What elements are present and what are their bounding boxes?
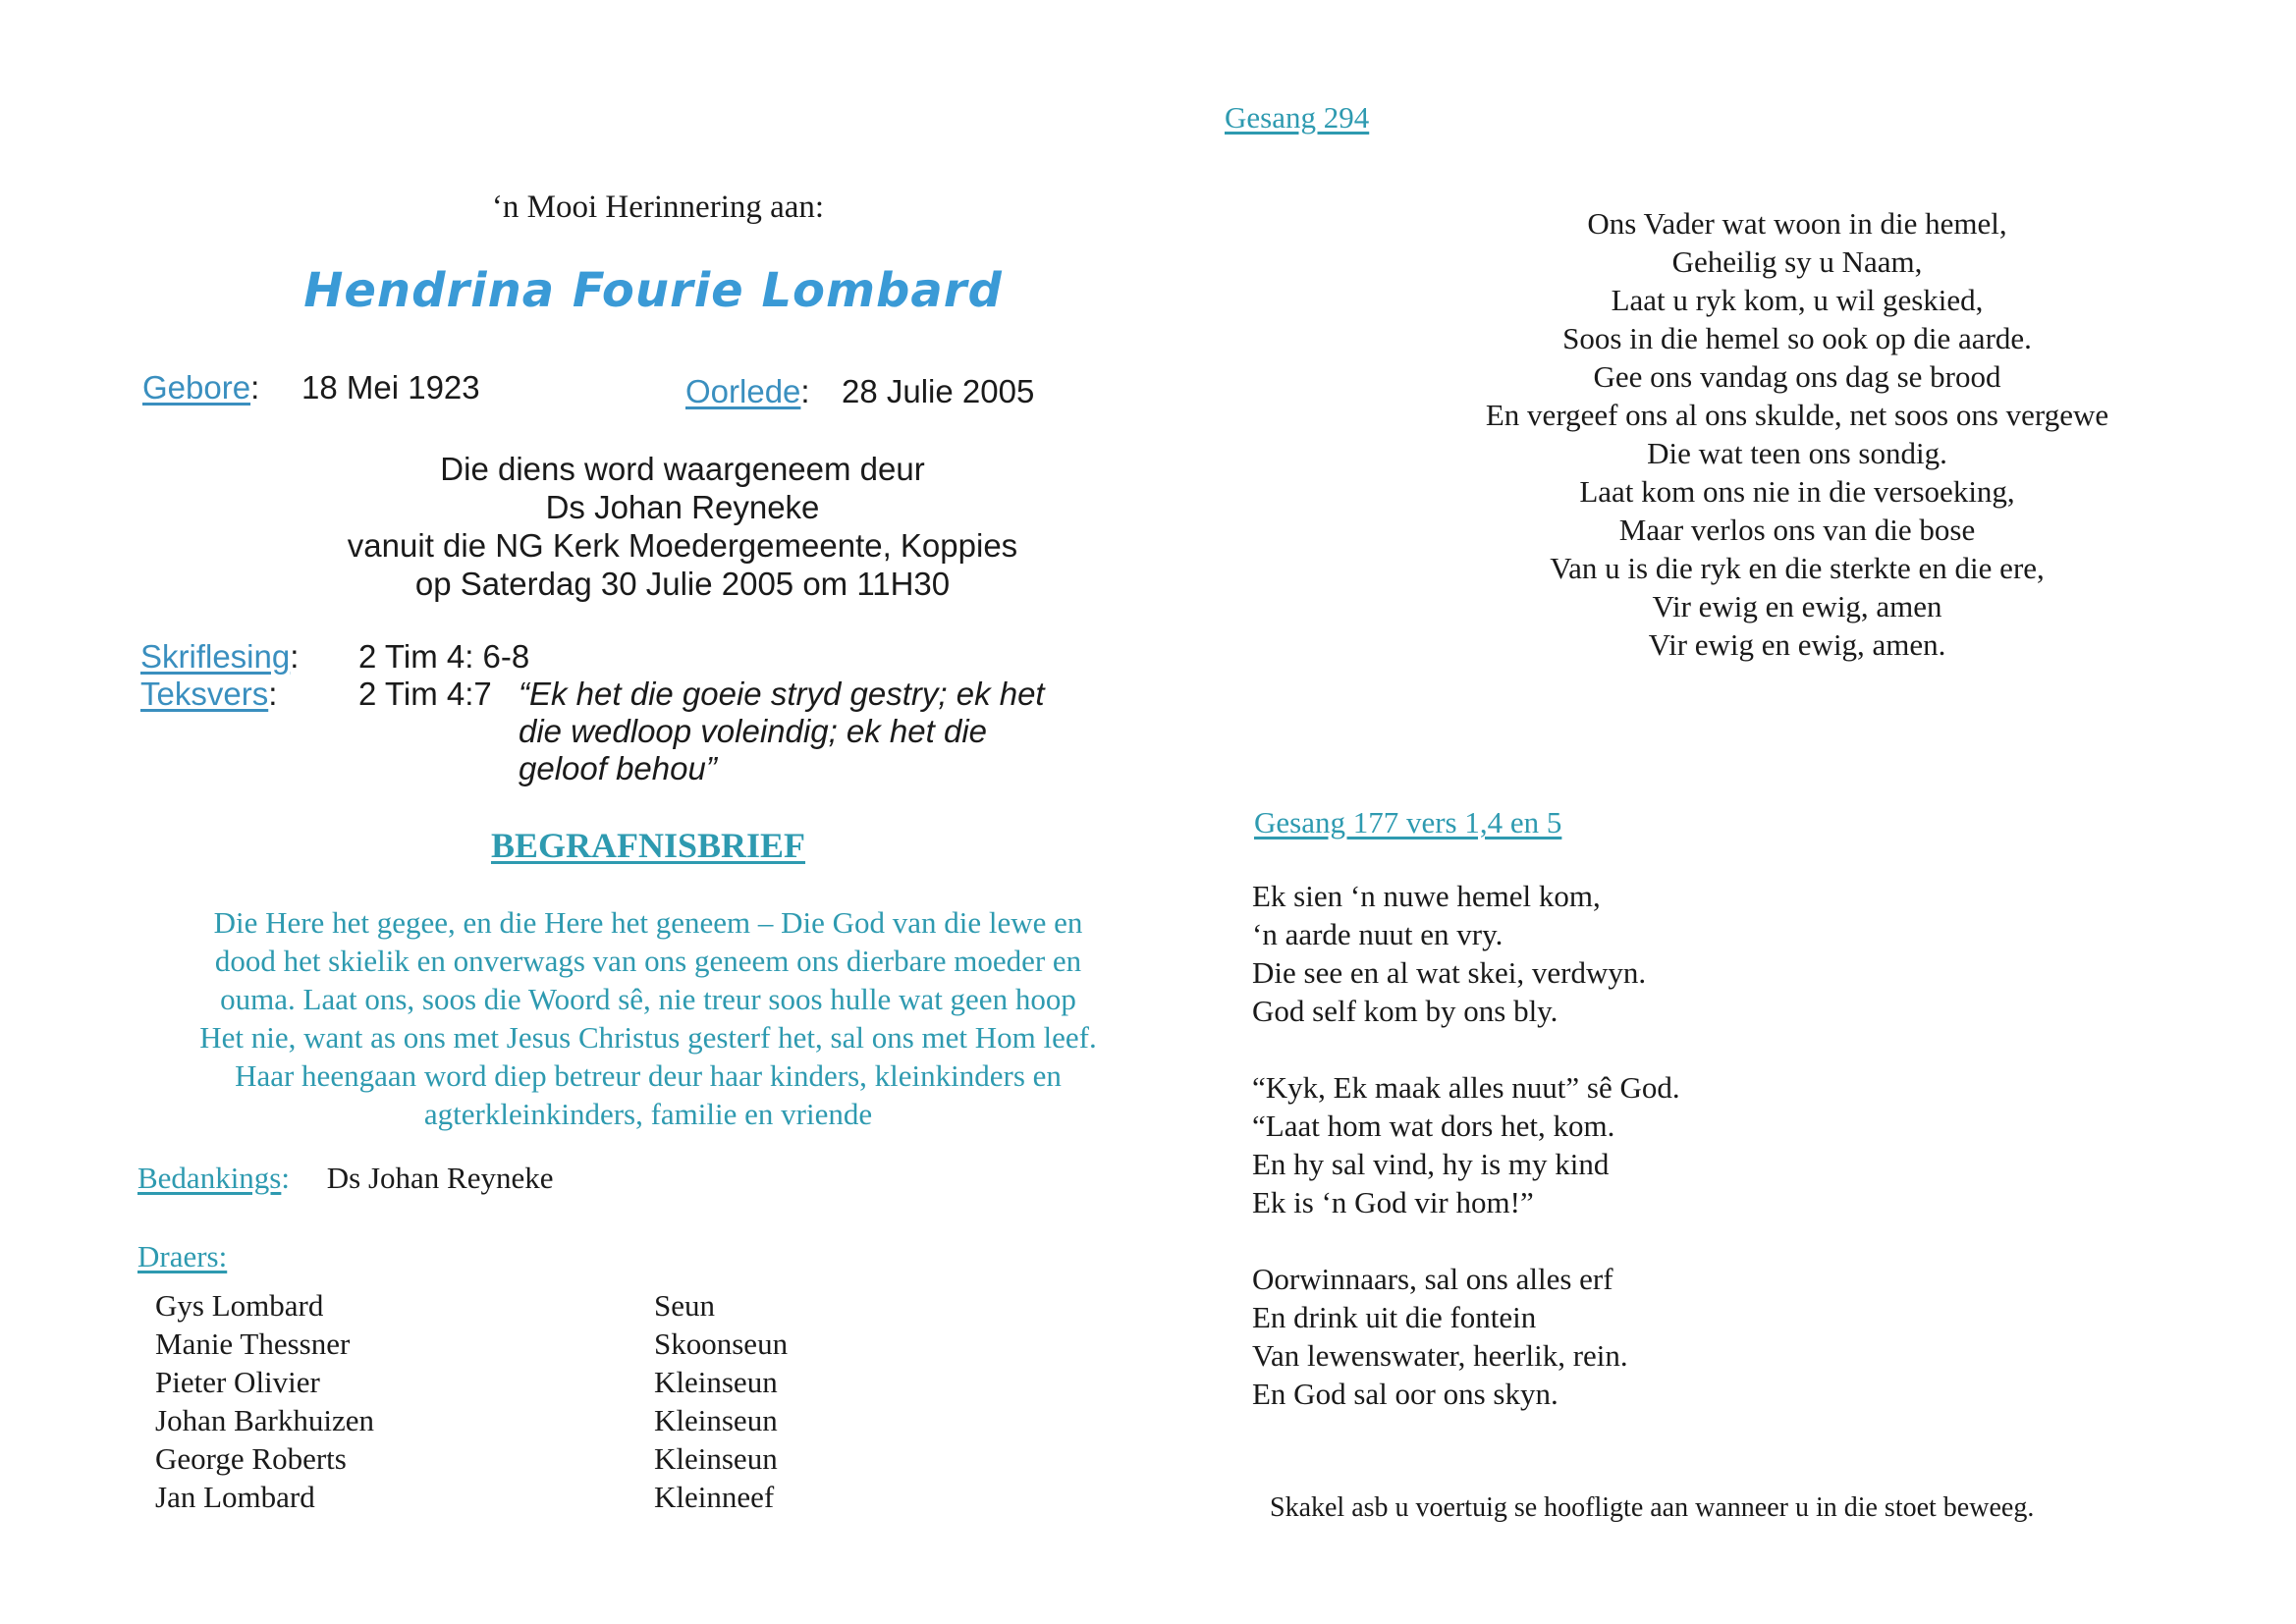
bearer-relation: Kleinseun	[654, 1441, 778, 1476]
born-date: 18 Mei 1923	[301, 369, 480, 406]
prayer-line: Van u is die ryk en die sterkte en die ere,	[1550, 551, 2045, 585]
letter-line: Die Here het gegee, en die Here het geneem – Die God van die lewe en	[213, 905, 1083, 940]
hymn2-verses	[1252, 877, 1680, 1451]
hymn-line: “Laat hom wat dors het, kom.	[1252, 1109, 1615, 1143]
letter-line: agterkleinkinders, familie en vriende	[423, 1097, 873, 1131]
hymn-line: En drink uit die fontein	[1252, 1300, 1537, 1334]
bearer-row	[155, 1401, 788, 1439]
letter-title: BEGRAFNISBRIEF	[490, 826, 806, 865]
bearer-relation: Skoonseun	[654, 1326, 789, 1361]
hymn-stanza	[1252, 1260, 1680, 1413]
prayer-line: Laat kom ons nie in die versoeking,	[1579, 474, 2015, 509]
thanks-row	[137, 1161, 553, 1196]
hymn1-title: Gesang 294	[1225, 100, 1370, 135]
died-row	[685, 373, 810, 410]
hymn-stanza	[1252, 877, 1680, 1030]
thanks-value: Ds Johan Reyneke	[326, 1161, 554, 1195]
hymn-line: Ek is ‘n God vir hom!”	[1252, 1185, 1534, 1219]
born-colon: :	[250, 369, 260, 406]
hymn-stanza	[1252, 1068, 1680, 1221]
thanks-label: Bedankings	[137, 1161, 282, 1195]
bearer-name: Manie Thessner	[155, 1326, 351, 1361]
service-details	[255, 450, 1110, 603]
service-line: Ds Johan Reyneke	[545, 489, 820, 525]
prayer-line: Maar verlos ons van die bose	[1618, 513, 1976, 547]
lords-prayer	[1277, 204, 2296, 664]
thanks-colon: :	[281, 1161, 290, 1195]
footnote: Skakel asb u voertuig se hoofligte aan wanneer u in die stoet beweeg.	[1270, 1492, 2035, 1523]
died-colon: :	[800, 373, 810, 409]
text-label: Teksvers	[140, 676, 269, 712]
bearer-row	[155, 1478, 788, 1516]
hymn-line: “Kyk, Ek maak alles nuut” sê God.	[1252, 1070, 1680, 1105]
prayer-line: Ons Vader wat woon in die hemel,	[1587, 206, 2007, 241]
hymn-line: Van lewenswater, heerlik, rein.	[1252, 1338, 1628, 1373]
reading-ref: 2 Tim 4: 6-8	[358, 638, 530, 675]
service-line: vanuit die NG Kerk Moedergemeente, Koppies	[347, 527, 1018, 564]
prayer-line: Laat u ryk kom, u wil geskied,	[1611, 283, 1984, 317]
prayer-line: Gee ons vandag ons dag se brood	[1593, 359, 2001, 394]
deceased-name: Hendrina Fourie Lombard	[303, 263, 1003, 318]
prayer-line: Soos in die hemel so ook op die aarde.	[1562, 321, 2032, 355]
bearer-relation: Kleinseun	[654, 1403, 778, 1437]
bearer-name: Johan Barkhuizen	[155, 1403, 374, 1437]
reading-label: Skriflesing	[140, 638, 291, 675]
hymn2-title: Gesang 177 vers 1,4 en 5	[1254, 805, 1562, 839]
hymn-line: God self kom by ons bly.	[1252, 994, 1558, 1028]
text-label-wrap: Teksvers:	[140, 676, 278, 712]
service-line: Die diens word waargeneem deur	[440, 451, 925, 487]
died-label: Oorlede	[685, 373, 801, 409]
reading-label-wrap: Skriflesing:	[140, 638, 300, 675]
bearer-relation: Kleinneef	[654, 1480, 775, 1514]
text-quote: “Ek het die goeie stryd gestry; ek het die wedloop voleindig; ek het die geloof behou”	[519, 676, 1045, 786]
prayer-line: En vergeef ons al ons skulde, net soos ons vergewe	[1485, 398, 2109, 432]
letter-line: Haar heengaan word diep betreur deur haar kinders, kleinkinders en	[235, 1058, 1062, 1093]
hymn-line: En hy sal vind, hy is my kind	[1252, 1147, 1610, 1181]
letter-line: ouma. Laat ons, soos die Woord sê, nie treur soos hulle wat geen hoop	[220, 982, 1076, 1016]
letter-body	[128, 903, 1169, 1133]
died-date: 28 Julie 2005	[842, 373, 1035, 409]
bearer-row	[155, 1286, 788, 1325]
born-row	[142, 369, 259, 406]
bearer-row	[155, 1363, 788, 1401]
hymn-line: Die see en al wat skei, verdwyn.	[1252, 955, 1647, 990]
text-ref: 2 Tim 4:7	[358, 676, 492, 712]
intro-text: ‘n Mooi Herinnering aan:	[491, 189, 825, 225]
scripture-block	[140, 638, 1073, 793]
hymn-line: En God sal oor ons skyn.	[1252, 1377, 1558, 1411]
bearer-name: George Roberts	[155, 1441, 347, 1476]
bearer-row	[155, 1439, 788, 1478]
prayer-line: Vir ewig en ewig, amen	[1652, 589, 1942, 623]
letter-line: dood het skielik en onverwags van ons geneem ons dierbare moeder en	[214, 944, 1082, 978]
bearer-relation: Seun	[654, 1288, 715, 1323]
prayer-line: Geheilig sy u Naam,	[1671, 244, 1923, 279]
born-label: Gebore	[142, 369, 251, 406]
prayer-line: Vir ewig en ewig, amen.	[1648, 627, 1946, 662]
service-line: op Saterdag 30 Julie 2005 om 11H30	[414, 566, 951, 602]
hymn-line: Oorwinnaars, sal ons alles erf	[1252, 1262, 1613, 1296]
bearers-list	[155, 1286, 788, 1516]
bearer-name: Gys Lombard	[155, 1288, 324, 1323]
bearer-name: Jan Lombard	[155, 1480, 315, 1514]
hymn-line: ‘n aarde nuut en vry.	[1252, 917, 1503, 951]
prayer-line: Die wat teen ons sondig.	[1647, 436, 1947, 470]
bearers-title: Draers:	[137, 1239, 228, 1273]
letter-line: Het nie, want as ons met Jesus Christus gesterf het, sal ons met Hom leef.	[199, 1020, 1097, 1055]
bearer-relation: Kleinseun	[654, 1365, 778, 1399]
hymn-line: Ek sien ‘n nuwe hemel kom,	[1252, 879, 1601, 913]
bearer-row	[155, 1325, 788, 1363]
bearer-name: Pieter Olivier	[155, 1365, 320, 1399]
